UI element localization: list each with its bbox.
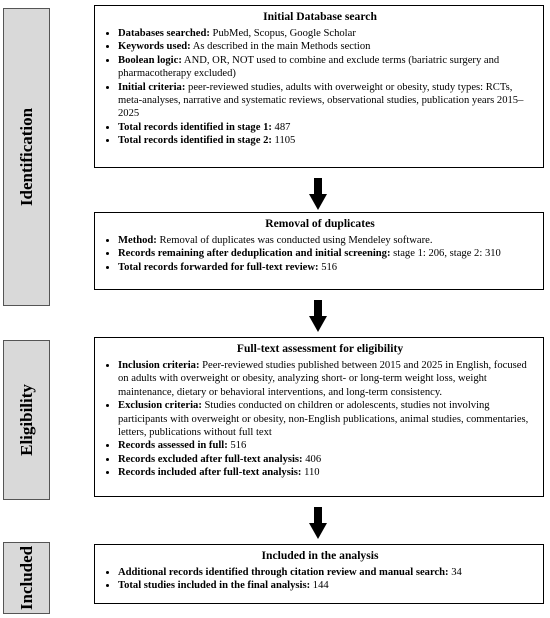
stage-label-text: Eligibility xyxy=(16,384,36,456)
item-text: 34 xyxy=(448,567,462,578)
list-item xyxy=(118,27,537,40)
list-item xyxy=(118,566,537,579)
item-key: Method: xyxy=(118,235,157,246)
list-item xyxy=(118,234,537,247)
item-key: Records remaining after deduplication and initial screening: xyxy=(118,248,391,260)
box-title: Full-text assessment for eligibility xyxy=(236,342,404,355)
item-text: 1105 xyxy=(271,135,296,147)
item-key: Total records identified in stage 1: xyxy=(118,121,272,133)
item-text: 516 xyxy=(318,261,338,273)
item-text: Studies conducted on children or adolescents, studies not involving participants with overweight or obesity, non-English publications, animal studies, commentaries, letters, publications without full text xyxy=(118,400,529,439)
item-key: Inclusion criteria: xyxy=(118,360,200,371)
item-key: Additional records identified through citation review and manual search: xyxy=(118,567,449,578)
item-text: Peer-reviewed studies published between 2015 and 2025 in English, focused on adults with overweight or obesity, analyzing short- or long-term weight loss, weight maintenance, dietary or behavioral interventions, and long-term consistency. xyxy=(118,360,527,398)
item-key: Initial criteria: xyxy=(118,81,186,93)
item-key: Databases searched: xyxy=(118,28,210,39)
list-item xyxy=(118,40,537,53)
list-item xyxy=(118,453,537,466)
list-item xyxy=(118,54,537,81)
stage-label-text: Identification xyxy=(16,107,36,207)
box-removal-of-duplicates xyxy=(94,212,544,290)
item-text: As described in the main Methods section xyxy=(190,41,371,53)
item-key: Exclusion criteria: xyxy=(118,400,202,412)
stage-label-included xyxy=(3,542,50,614)
list-item xyxy=(118,261,537,274)
item-text: 110 xyxy=(301,467,320,479)
box-title: Removal of duplicates xyxy=(265,217,375,230)
item-text: stage 1: 206, stage 2: 310 xyxy=(390,248,501,260)
stage-label-text: Included xyxy=(16,545,36,611)
list-item xyxy=(118,399,537,439)
list-item xyxy=(118,81,537,121)
box-title: Included in the analysis xyxy=(261,549,379,562)
item-key: Total records forwarded for full-text review: xyxy=(118,261,319,273)
item-key: Boolean logic: xyxy=(118,54,182,66)
list-item xyxy=(118,579,537,592)
list-item xyxy=(118,247,537,260)
box-list xyxy=(103,359,537,480)
item-text: PubMed, Scopus, Google Scholar xyxy=(209,28,356,39)
item-text: Removal of duplicates was conducted using Mendeley software. xyxy=(156,235,433,246)
list-item xyxy=(118,466,537,479)
list-item xyxy=(118,134,537,147)
box-list xyxy=(103,566,537,593)
box-initial-database-search xyxy=(94,5,544,168)
list-item xyxy=(118,121,537,134)
item-text: 487 xyxy=(271,121,291,133)
box-included-in-analysis xyxy=(94,544,544,604)
item-text: AND, OR, NOT used to combine and exclude terms (bariatric surgery and pharmacotherapy excluded) xyxy=(118,54,500,80)
box-list xyxy=(103,27,537,148)
item-key: Keywords used: xyxy=(118,41,191,53)
stage-label-identification xyxy=(3,8,50,306)
down-arrow-icon xyxy=(309,507,327,539)
item-key: Records assessed in full: xyxy=(118,440,228,452)
box-list xyxy=(103,234,537,274)
item-key: Total records identified in stage 2: xyxy=(118,135,272,147)
down-arrow-icon xyxy=(309,300,327,332)
stage-label-eligibility xyxy=(3,340,50,500)
item-key: Total studies included in the final analysis: xyxy=(118,580,311,592)
item-text: 144 xyxy=(310,580,329,592)
box-full-text-assessment xyxy=(94,337,544,497)
item-text: 406 xyxy=(302,453,322,465)
down-arrow-icon xyxy=(309,178,327,210)
box-title: Initial Database search xyxy=(263,10,377,23)
item-key: Records excluded after full-text analysis: xyxy=(118,453,303,465)
list-item xyxy=(118,439,537,452)
item-text: peer-reviewed studies, adults with overweight or obesity, study types: RCTs, meta-analyses, narrative and systematic reviews, observational studies, publication years 2015–2025 xyxy=(118,81,524,120)
list-item xyxy=(118,359,537,399)
item-text: 516 xyxy=(227,440,247,452)
item-key: Records included after full-text analysis: xyxy=(118,467,302,479)
